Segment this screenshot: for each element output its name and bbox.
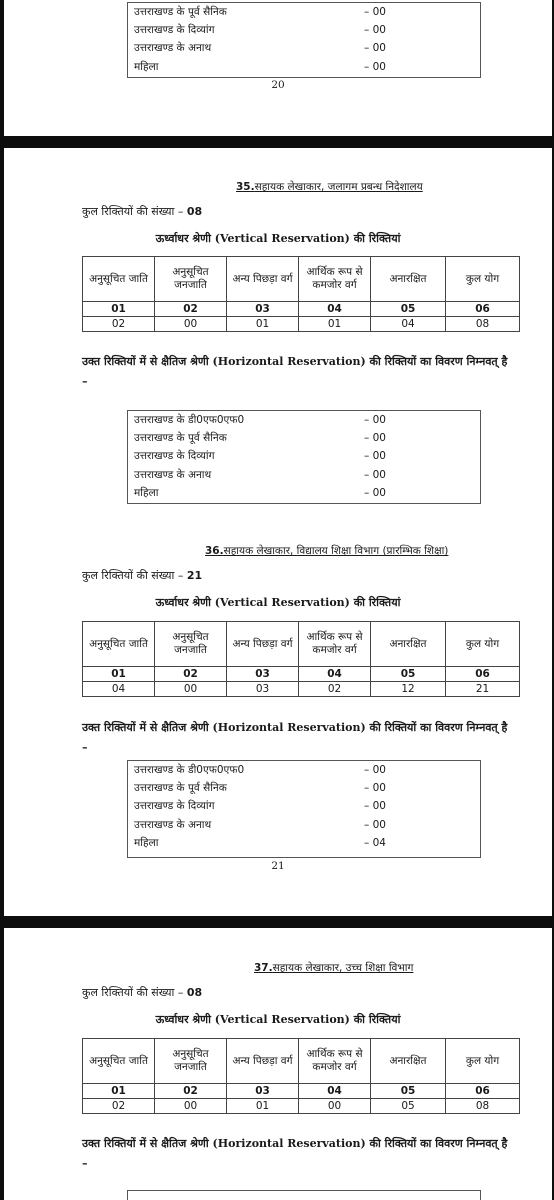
horizontal-reservation-box	[127, 760, 481, 858]
table-header-row: अनुसूचित जाति अनुसूचित जनजाति अन्य पिछड़ा वर्ग आर्थिक रूप से कमजोर वर्ग अनारक्षित कुल योग	[83, 622, 520, 667]
table-row: 02 00 01 00 05 08	[83, 1099, 520, 1114]
horizontal-row: महिला – 00	[134, 486, 386, 499]
horizontal-reservation-box	[127, 1190, 481, 1200]
header-ews: आर्थिक रूप से कमजोर वर्ग	[299, 257, 371, 302]
table-row: 04 00 03 02 12 21	[83, 682, 520, 697]
horizontal-row: उत्तराखण्ड के पूर्व सैनिक – 00	[134, 782, 386, 795]
table-row: 02 00 01 01 04 08	[83, 317, 520, 332]
table-code-row: 01 02 03 04 05 06	[83, 302, 520, 317]
vertical-reservation-table	[82, 1038, 520, 1114]
header-st: अनुसूचित जनजाति	[155, 257, 227, 302]
vertical-heading: ऊर्ध्वाधर श्रेणी (Vertical Reservation) की रिक्तियां	[155, 232, 401, 245]
table-code-row: 01 02 03 04 05 06	[83, 1084, 520, 1099]
table-header-row: अनुसूचित जाति अनुसूचित जनजाति अन्य पिछड़ा वर्ग आर्थिक रूप से कमजोर वर्ग अनारक्षित कुल योग	[83, 1039, 520, 1084]
total-vacancies: कुल रिक्तियों की संख्या – 21	[82, 569, 203, 582]
horizontal-reservation-box	[127, 2, 481, 78]
horizontal-intro: उक्त रिक्तियों में से क्षैतिज श्रेणी (Horizontal Reservation) की रिक्तियों का विवरण निम्नवत् है –	[82, 721, 508, 754]
horizontal-row: उत्तराखण्ड के दिव्यांग – 00	[134, 800, 386, 813]
horizontal-reservation-box	[127, 410, 481, 504]
post-title: 37.सहायक लेखाकार, उच्च शिक्षा विभाग	[254, 962, 414, 974]
page-22-fragment	[4, 928, 552, 1200]
horizontal-intro: उक्त रिक्तियों में से क्षैतिज श्रेणी (Horizontal Reservation) की रिक्तियों का विवरण निम्नवत् है –	[82, 355, 508, 388]
table-code-row: 01 02 03 04 05 06	[83, 667, 520, 682]
vertical-heading: ऊर्ध्वाधर श्रेणी (Vertical Reservation) की रिक्तियां	[155, 1013, 401, 1026]
header-sc: अनुसूचित जाति	[83, 257, 155, 302]
total-vacancies: कुल रिक्तियों की संख्या – 08	[82, 986, 203, 999]
header-unreserved: अनारक्षित	[371, 257, 446, 302]
page-number: 21	[271, 860, 285, 872]
horizontal-row: उत्तराखण्ड के अनाथ – 00	[134, 468, 386, 481]
page-number: 20	[271, 79, 285, 91]
page-20-fragment	[4, 0, 552, 136]
vertical-heading: ऊर्ध्वाधर श्रेणी (Vertical Reservation) की रिक्तियां	[155, 596, 401, 609]
horizontal-intro: उक्त रिक्तियों में से क्षैतिज श्रेणी (Horizontal Reservation) की रिक्तियों का विवरण निम्नवत् है –	[82, 1137, 508, 1170]
horizontal-row: उत्तराखण्ड के डी0एफ0एफ0 – 00	[134, 764, 386, 776]
total-vacancies: कुल रिक्तियों की संख्या – 08	[82, 205, 203, 218]
table-header-row	[83, 257, 520, 302]
post-title: 36.सहायक लेखाकार, विद्यालय शिक्षा विभाग (प्रारम्भिक शिक्षा)	[205, 545, 449, 557]
horizontal-row: उत्तराखण्ड के अनाथ – 00	[134, 42, 386, 55]
horizontal-row: उत्तराखण्ड के डी0एफ0एफ0 – 00	[134, 414, 386, 426]
vertical-reservation-table	[82, 621, 520, 697]
horizontal-row: उत्तराखण्ड के पूर्व सैनिक – 00	[134, 6, 386, 18]
vertical-reservation-table	[82, 256, 520, 332]
horizontal-row: उत्तराखण्ड के दिव्यांग – 00	[134, 450, 386, 463]
horizontal-row: उत्तराखण्ड के दिव्यांग – 00	[134, 24, 386, 37]
page-21	[4, 148, 552, 916]
horizontal-row: उत्तराखण्ड के अनाथ – 00	[134, 818, 386, 831]
post-title: 35.सहायक लेखाकार, जलागम प्रबन्ध निदेशालय	[236, 181, 423, 193]
header-total: कुल योग	[446, 257, 520, 302]
horizontal-row: उत्तराखण्ड के पूर्व सैनिक – 00	[134, 432, 386, 445]
header-obc: अन्य पिछड़ा वर्ग	[227, 257, 299, 302]
horizontal-row: महिला – 00	[134, 60, 386, 73]
horizontal-row: महिला – 04	[134, 836, 386, 849]
